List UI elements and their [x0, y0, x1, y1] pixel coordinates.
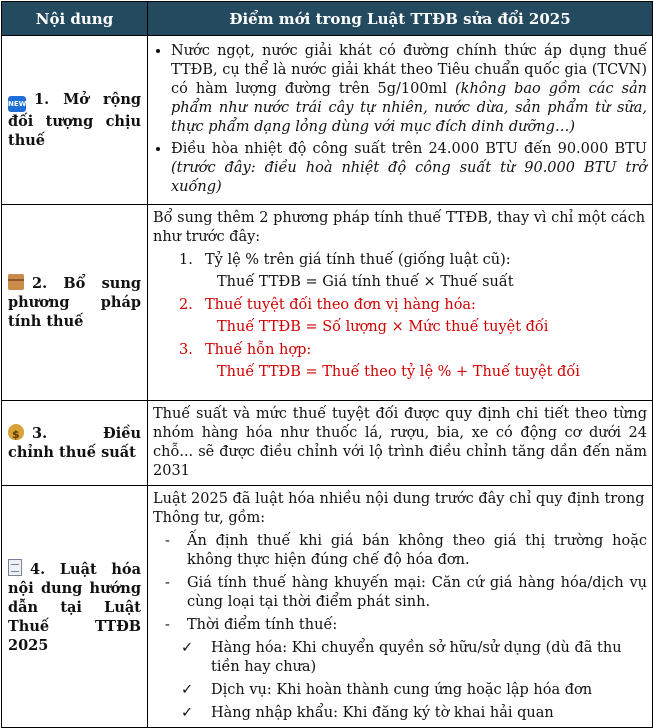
list-item-text: Dịch vụ: Khi hoàn thành cung ứng hoặc lập hóa đơn — [211, 682, 593, 698]
header-row — [2, 2, 653, 36]
table-row — [2, 401, 653, 486]
dash-marker: - — [165, 575, 170, 591]
table-row — [2, 36, 653, 205]
method-formula: Thuế TTĐB = Giá tính thuế × Thuế suất — [217, 274, 514, 290]
method-formula: Thuế TTĐB = Thuế theo tỷ lệ % + Thuế tuyệt đối — [217, 364, 580, 380]
list-item-text: Hàng nhập khẩu: Khi đăng ký tờ khai hải quan — [211, 705, 554, 721]
document-icon — [8, 559, 22, 576]
list-item — [153, 704, 647, 723]
method-item — [153, 251, 647, 270]
row-content — [148, 205, 653, 401]
method-title: Thuế tuyệt đối theo đơn vị hàng hóa: — [205, 297, 476, 313]
bullet-text: Nước ngọt, nước giải khát có đường chính thức áp dụng thuế TTĐB, cụ thể là nước giải khát theo Tiêu chuẩn quốc gia (TCVN) có hàm lượng đường trên 5g/100ml — [171, 43, 647, 97]
row-label — [2, 36, 148, 205]
package-icon — [8, 274, 24, 290]
list-item — [153, 574, 647, 612]
row-label — [2, 401, 148, 486]
dash-marker: - — [165, 533, 170, 549]
list-item — [153, 616, 647, 635]
method-number: 3. — [179, 342, 193, 358]
row-label-text: 3. Điều chỉnh thuế suất — [8, 425, 141, 461]
list-item — [171, 42, 647, 137]
list-item-text: Hàng hóa: Khi chuyển quyền sở hữu/sử dụng (dù đã thu tiền hay chưa) — [211, 640, 622, 675]
method-title: Tỷ lệ % trên giá tính thuế (giống luật cũ): — [205, 252, 511, 268]
list-item-text: Thời điểm tính thuế: — [187, 617, 338, 633]
check-icon: ✓ — [181, 640, 194, 656]
check-icon: ✓ — [181, 682, 194, 698]
intro-text: Luật 2025 đã luật hóa nhiều nội dung trước đây chỉ quy định trong Thông tư, gồm: — [153, 491, 645, 526]
new-icon: NEW — [8, 96, 26, 112]
bullet-text: Điều hòa nhiệt độ công suất trên 24.000 BTU đến 90.000 BTU — [171, 141, 647, 157]
list-item-text: Ấn định thuế khi giá bán không theo giá thị trường hoặc không thực hiện đúng chế độ hóa đơn. — [187, 533, 647, 568]
intro-text: Bổ sung thêm 2 phương pháp tính thuế TTĐB, thay vì chỉ một cách như trước đây: — [153, 210, 646, 245]
table-row — [2, 486, 653, 728]
method-number: 2. — [179, 297, 193, 313]
method-item — [153, 296, 647, 315]
dash-marker: - — [165, 617, 170, 633]
row-label — [2, 205, 148, 401]
row-label — [2, 486, 148, 728]
list-item — [153, 532, 647, 570]
header-col-new-points: Điểm mới trong Luật TTĐB sửa đổi 2025 — [148, 2, 653, 36]
method-item — [153, 341, 647, 360]
row-content — [148, 36, 653, 205]
method-number: 1. — [179, 252, 193, 268]
bullet-note: (không bao gồm các sản phẩm như nước trái cây tự nhiên, nước dừa, sản phẩm từ sữa, thực phẩm dạng lỏng dùng với mục đích dinh dưỡng…) — [171, 81, 647, 135]
list-item — [153, 681, 647, 700]
row-content: Thuế suất và mức thuế tuyệt đối được quy định chi tiết theo từng nhóm hàng hóa như thuốc lá, rượu, bia, xe có động cơ dưới 24 chỗ... sẽ được điều chỉnh với lộ trình điều chỉnh tăng dần đến năm 2031 — [148, 401, 653, 486]
row-label-text: 2. Bổ sung phương pháp tính thuế — [8, 275, 141, 330]
comparison-table — [1, 1, 653, 728]
list-item — [171, 140, 647, 197]
list-item-text: Giá tính thuế hàng khuyến mại: Căn cứ giá hàng hóa/dịch vụ cùng loại tại thời điểm phát sinh. — [187, 575, 647, 610]
row-label-text: 1. Mở rộng đối tượng chịu thuế — [8, 91, 141, 149]
method-formula: Thuế TTĐB = Số lượng × Mức thuế tuyệt đối — [217, 319, 549, 335]
list-item — [153, 639, 647, 677]
bullet-list — [153, 42, 647, 197]
table-row — [2, 205, 653, 401]
money-bag-icon — [8, 424, 24, 440]
header-col-content: Nội dung — [2, 2, 148, 36]
bullet-note: (trước đây: điều hoà nhiệt độ công suất từ 90.000 BTU trở xuống) — [171, 160, 647, 195]
row-content — [148, 486, 653, 728]
row-label-text: 4. Luật hóa nội dung hướng dẫn tại Luật Thuế TTĐB 2025 — [8, 560, 141, 654]
check-icon: ✓ — [181, 705, 194, 721]
method-title: Thuế hỗn hợp: — [205, 342, 312, 358]
